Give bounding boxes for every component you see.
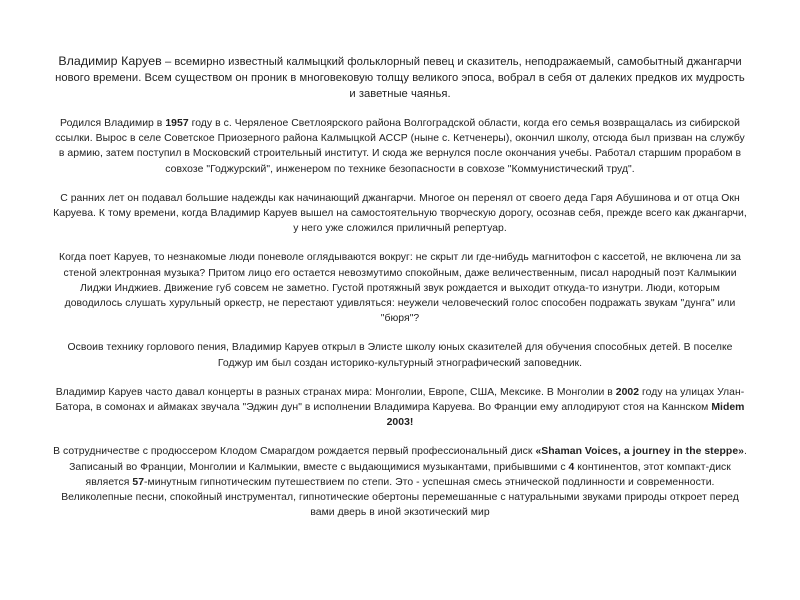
birth-year: 1957 xyxy=(165,118,189,129)
intro-paragraph xyxy=(52,53,748,102)
album-text-1: В сотрудничестве с продюссером Клодом Смарагдом рождается первый профессиональный диск xyxy=(53,446,536,458)
intro-text: – всемирно известный калмыцкий фольклорный певец и сказитель, неподражаемый, самобытный джангарчи нового времени. Всем существом он проник в многовековую толщу великого эпоса, вобрал в себя от далеких предков их мудрость и заветные чаянья. xyxy=(55,56,745,100)
biography-paragraph xyxy=(52,116,748,177)
concerts-text-2: году на улицах Улан-Батора, в сомонах и аймаках звучала "Эджин дун" в исполнении Владимира Каруева. Во Франции ему аплодируют стоя на Каннском xyxy=(55,386,745,414)
minutes-count: 57 xyxy=(132,476,145,488)
youth-paragraph: С ранних лет он подавал большие надежды как начинающий джангарчи. Многое он перенял от своего деда Гаря Абушинова и от отца Окн Каруева. К тому времени, когда Владимир Каруев вышел на самостоятельную творческую дорогу, осознав себя, прежде всего как джангарчи, у него уже сложился приличный репертуар. xyxy=(53,192,747,235)
album-text-3: континентов, этот компакт-диск является xyxy=(85,461,731,488)
school-paragraph: Освоив технику горлового пения, Владимир Каруев открыл в Элисте школу юных сказителей для обучения способных детей. В поселке Годжур им был создан историко-культурный этнографический заповедник. xyxy=(67,342,733,369)
singing-paragraph: Когда поет Каруев, то незнакомые люди поневоле оглядываются вокруг: не скрыт ли где-нибудь магнитофон с кассетой, не включена ли за стеной электронная музыка? Притом лицо его остается невозмутимо спокойным, даже величественным, писал народный поэт Калмыкии Лиджи Инджиев. Движение губ совсем не заметно. Густой протяжный звук рождается и выходит откуда-то изнутри. Люди, которым доводилось слушать хурульный оркестр, не перестают удивляться: неужели человеческий голос способен подражать звукам "дунга" или "бюря"? xyxy=(58,252,742,325)
album-text-4: -минутным гипнотическим путешествием по степи. Это - успешная смесь этнической подлинности и современности. Великолепные песни, спокойный инструментал, гипнотические обертоны перемешанные с натуральными звуками природы откроет перед вами дверь в иной экзотический мир xyxy=(61,476,739,519)
mongolia-year: 2002 xyxy=(615,386,640,398)
album-paragraph xyxy=(52,444,748,520)
biography-document xyxy=(52,53,748,534)
concerts-paragraph xyxy=(52,385,748,431)
album-title: «Shaman Voices, a journey in the steppe» xyxy=(535,446,744,458)
album-text-2: . Записаный во Франции, Монголии и Калмыкии, вместе с выдающимися музыкантами, прибывшими с xyxy=(69,446,747,473)
midem-festival: Midem 2003! xyxy=(386,402,745,429)
continents-count: 4 xyxy=(568,461,575,473)
biography-text-1: Родился Владимир в xyxy=(60,118,166,129)
singer-name: Владимир Каруев xyxy=(58,54,162,68)
biography-text-2: году в с. Черяленое Светлоярского района Волгоградской области, когда его семья возвращалась из сибирской ссылки. Вырос в селе Советское Приозерного района Калмыцкой АССР (ныне с. Кетченеры), окончил школу, отсюда был призван на службу в армию, затем поступил в Московский строительный институт. И сюда же вернулся после окончания учебы. Работал старшим прорабом в совхозе "Годжурский", инженером по технике безопасности в совхозе "Коммунистический труд". xyxy=(55,118,745,175)
concerts-text-1: Владимир Каруев часто давал концерты в разных странах мира: Монголии, Европе, США, Мексике. В Монголии в xyxy=(55,386,616,398)
